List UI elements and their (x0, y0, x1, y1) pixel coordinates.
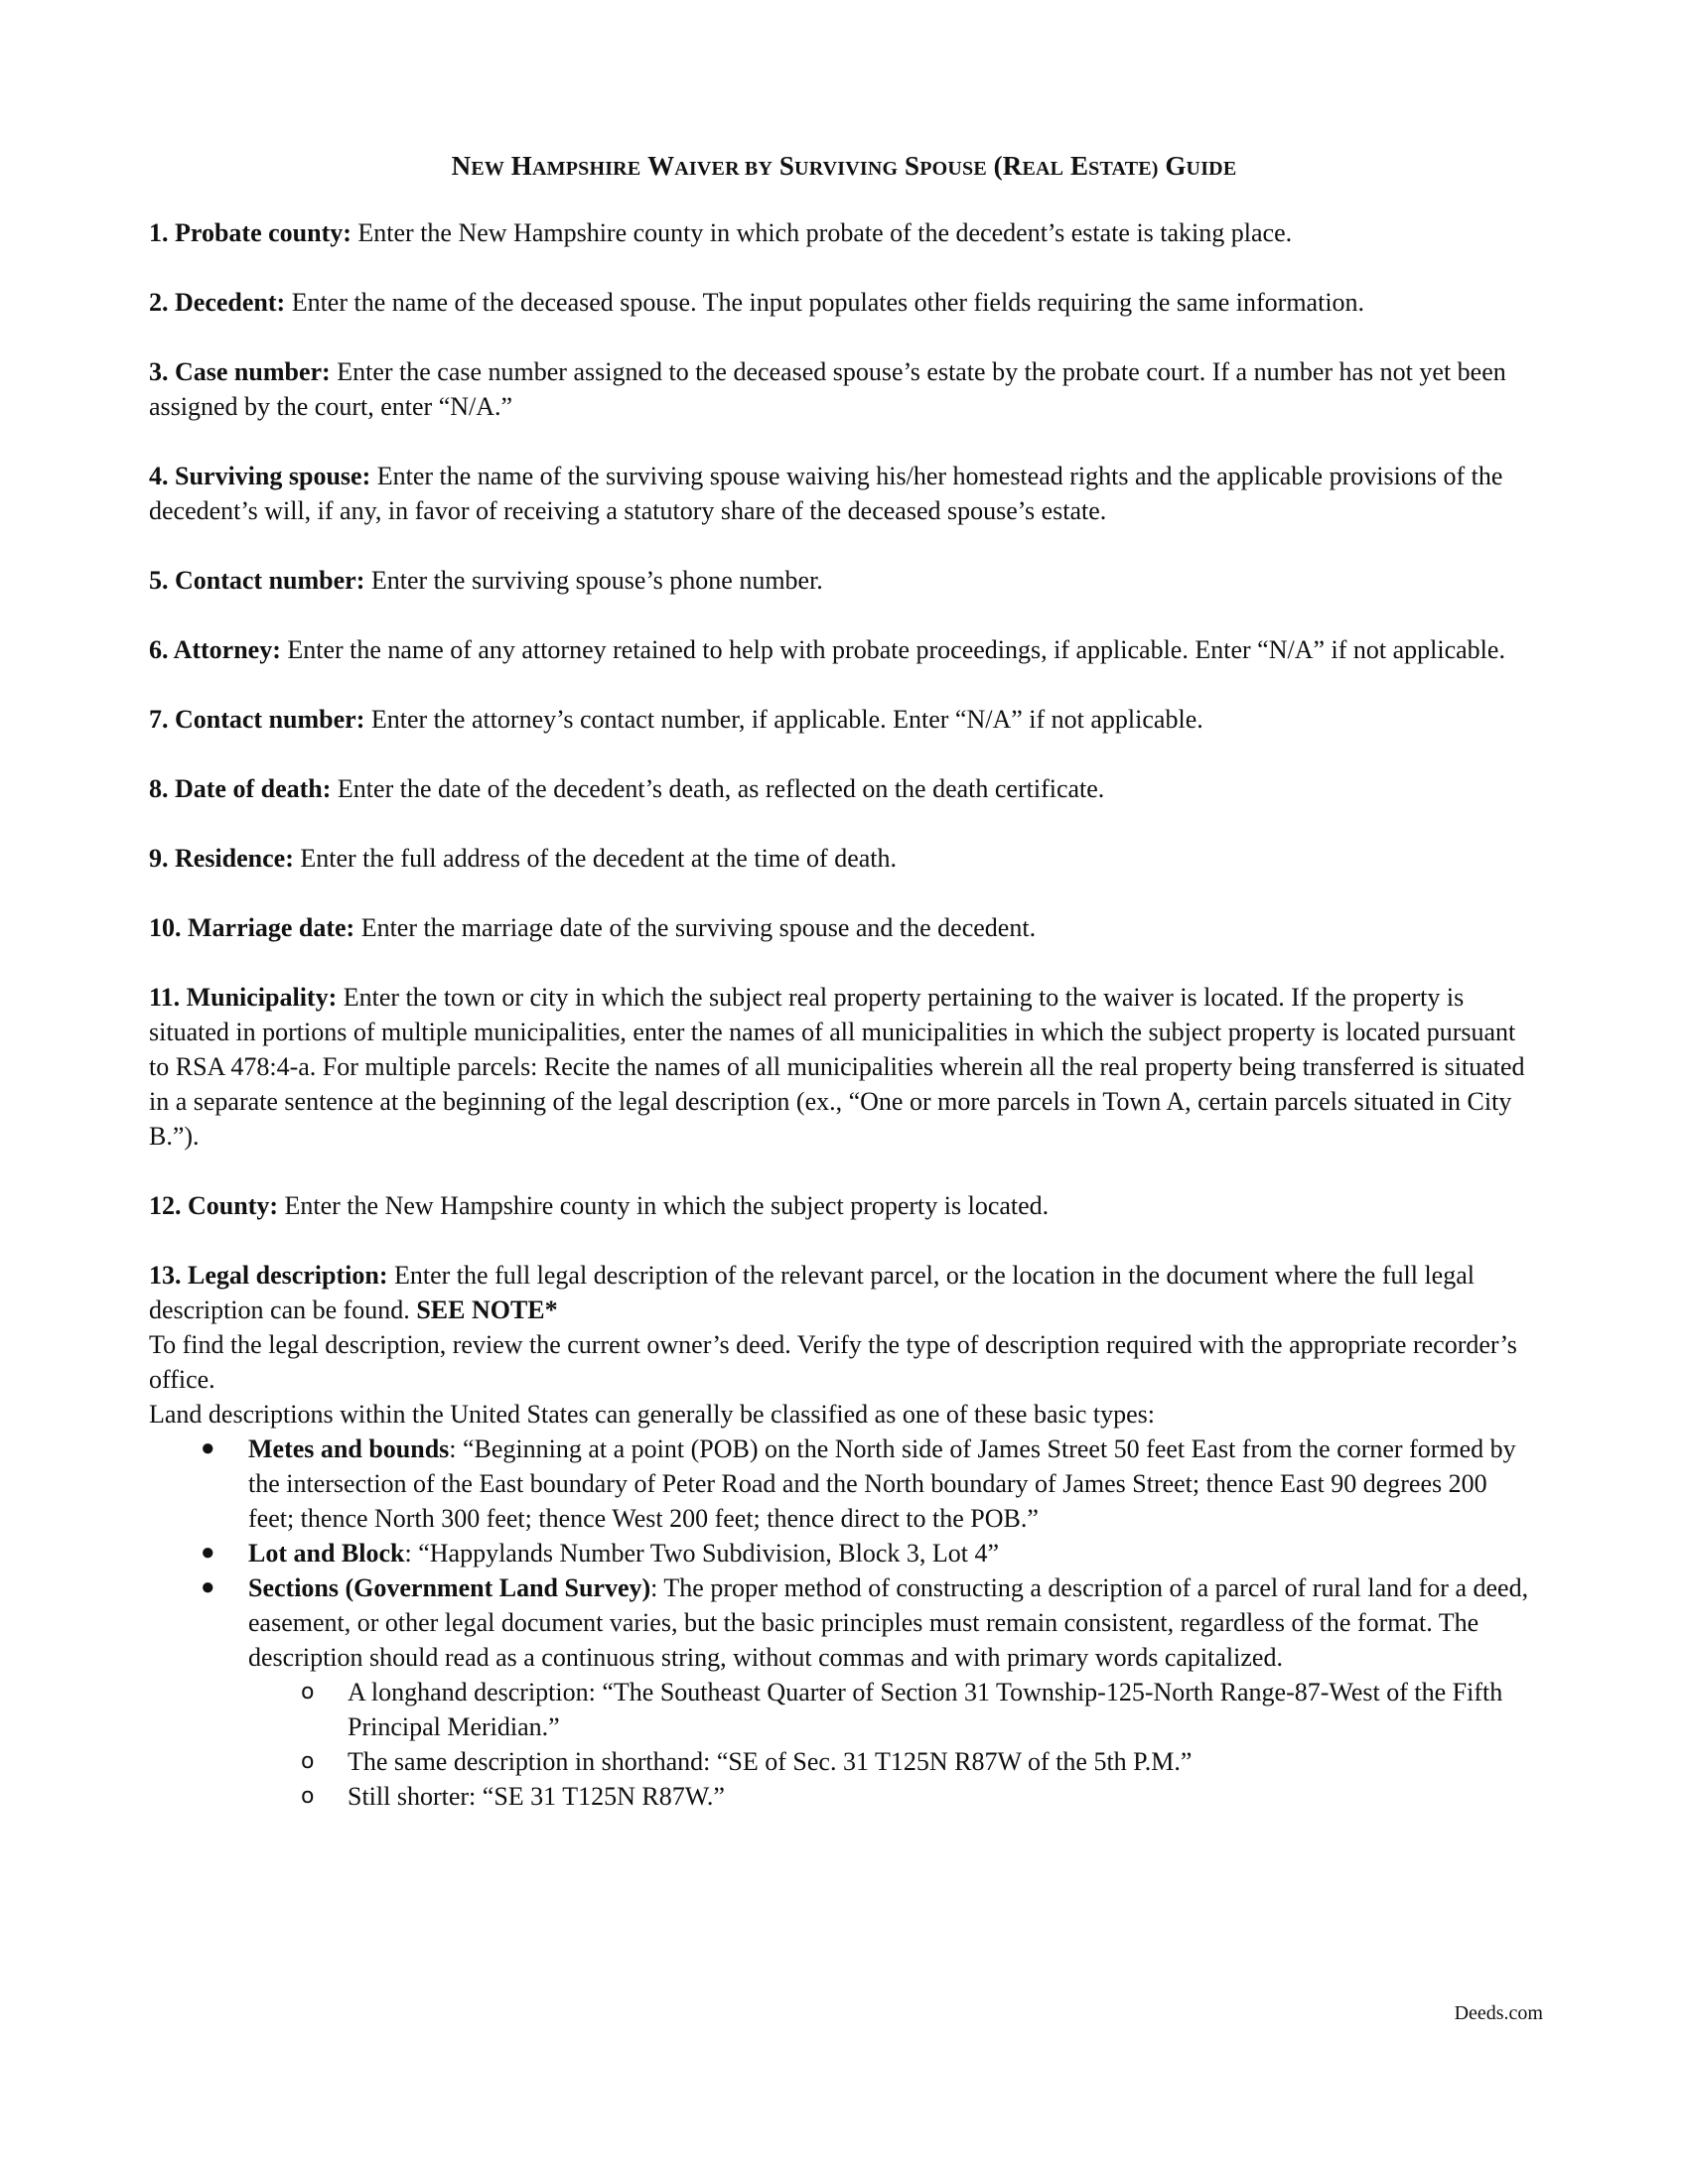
bullet-label: Sections (Government Land Survey) (248, 1573, 651, 1602)
title-word: NEW (451, 151, 505, 181)
item-label: 1. Probate county: (149, 218, 352, 247)
item-label: 11. Municipality: (149, 983, 338, 1012)
sub-bullet-text: Still shorter: “SE 31 T125N R87W.” (348, 1782, 725, 1811)
legal-description-para: To find the legal description, review the current owner’s deed. Verify the type of description required with the appropriate recorder’s office. (149, 1330, 1517, 1394)
item-label: 9. Residence: (149, 844, 294, 873)
footer-brand: Deeds.com (1454, 2002, 1543, 2024)
item-label: 5. Contact number: (149, 566, 365, 595)
item-text: Enter the New Hampshire county in which probate of the decedent’s estate is taking place. (351, 218, 1293, 247)
item-decedent (149, 285, 1539, 320)
item-marriage-date (149, 910, 1539, 945)
page-title (149, 149, 1539, 187)
document-page (149, 149, 1539, 1814)
item-text: Enter the surviving spouse’s phone number. (364, 566, 823, 595)
bullet-icon: ● (201, 1435, 215, 1461)
bullet-icon: ● (201, 1540, 215, 1566)
item-label: 12. County: (149, 1191, 279, 1220)
title-word: HAMPSHIRE (510, 151, 641, 181)
item-contact-number (149, 563, 1539, 598)
item-label: 2. Decedent: (149, 288, 286, 317)
item-text: Enter the full address of the decedent at the time of death. (293, 844, 898, 873)
legal-description-para: Land descriptions within the United States can generally be classified as one of these basic types: (149, 1400, 1155, 1429)
circle-bullet-icon: o (301, 1749, 315, 1774)
sections-examples-list (248, 1675, 1539, 1814)
list-item (149, 1570, 1539, 1814)
item-attorney-contact-number (149, 702, 1539, 737)
sub-bullet-text: The same description in shorthand: “SE of Sec. 31 T125N R87W of the 5th P.M.” (348, 1747, 1193, 1776)
item-label: 10. Marriage date: (149, 913, 355, 942)
circle-bullet-icon: o (301, 1680, 315, 1705)
list-item (149, 1536, 1539, 1570)
item-text: Enter the New Hampshire county in which the subject property is located. (278, 1191, 1050, 1220)
item-text: Enter the date of the decedent’s death, as reflected on the death certificate. (331, 774, 1105, 803)
bullet-text: : “Beginning at a point (POB) on the North side of James Street 50 feet East from the corner formed by the intersection of the East boundary of Peter Road and the North boundary of James Street; thence East 90 degrees 200 feet; thence North 300 feet; thence West 200 feet; thence direct to the POB.” (248, 1434, 1516, 1533)
item-text: Enter the name of any attorney retained to help with probate proceedings, if applicable. Enter “N/A” if not applicable. (280, 635, 1505, 664)
title-word: (REAL (993, 151, 1064, 181)
list-item (149, 1675, 1539, 1744)
title-word: WAIVER BY (647, 151, 774, 181)
description-types-list (149, 1432, 1539, 1814)
bullet-icon: ● (201, 1574, 215, 1600)
item-residence (149, 841, 1539, 876)
legal-description-intro (149, 1258, 1539, 1327)
item-date-of-death (149, 771, 1539, 806)
title-word: SURVIVING (778, 151, 899, 181)
item-label: 3. Case number: (149, 357, 331, 386)
sub-bullet-text: A longhand description: “The Southeast Quarter of Section 31 Township-125-North Range-87-West of the Fifth Principal Meridian.” (348, 1678, 1503, 1741)
title-word: ESTATE) (1069, 151, 1159, 181)
title-word: GUIDE (1165, 151, 1237, 181)
item-text: Enter the town or city in which the subject real property pertaining to the waiver is located. If the property is situated in portions of multiple municipalities, enter the names of all municipalities in which the subject property is located pursuant to RSA 478:4-a. For multiple parcels: Recite the names of all municipalities wherein all the real property being transferred is situated in a separate sentence at the beginning of the legal description (ex., “One or more parcels in Town A, certain parcels situated in City B.”). (149, 983, 1525, 1151)
list-item (149, 1744, 1539, 1779)
item-label: 7. Contact number: (149, 705, 365, 734)
item-surviving-spouse (149, 459, 1539, 528)
item-text: Enter the marriage date of the surviving spouse and the decedent. (354, 913, 1037, 942)
item-text: Enter the name of the deceased spouse. The input populates other fields requiring the same information. (285, 288, 1365, 317)
item-county (149, 1188, 1539, 1223)
item-case-number (149, 354, 1539, 424)
item-attorney (149, 632, 1539, 667)
item-label: 4. Surviving spouse: (149, 462, 371, 490)
see-note: SEE NOTE* (416, 1296, 558, 1324)
item-label: 6. Attorney: (149, 635, 281, 664)
list-item (149, 1432, 1539, 1536)
item-text: Enter the attorney’s contact number, if applicable. Enter “N/A” if not applicable. (364, 705, 1203, 734)
item-probate-county (149, 215, 1539, 250)
item-label: 8. Date of death: (149, 774, 332, 803)
item-text: Enter the case number assigned to the deceased spouse’s estate by the probate court. If a number has not yet been assigned by the court, enter “N/A.” (149, 357, 1506, 421)
list-item (149, 1779, 1539, 1814)
item-label: 13. Legal description: (149, 1261, 388, 1290)
bullet-label: Metes and bounds (248, 1434, 450, 1463)
item-text: Enter the full legal description of the relevant parcel, or the location in the document where the full legal description can be found. (149, 1261, 1475, 1324)
bullet-text: : The proper method of constructing a description of a parcel of rural land for a deed, easement, or other legal document varies, but the basic principles must remain consistent, regardless of the format. The description should read as a continuous string, without commas and with primary words capitalized. (248, 1573, 1529, 1672)
item-legal-description (149, 1258, 1539, 1814)
circle-bullet-icon: o (301, 1784, 315, 1809)
bullet-text: : “Happylands Number Two Subdivision, Block 3, Lot 4” (404, 1539, 1000, 1568)
item-text: Enter the name of the surviving spouse waiving his/her homestead rights and the applicable provisions of the decedent’s will, if any, in favor of receiving a statutory share of the deceased spouse’s estate. (149, 462, 1503, 525)
title-word: SPOUSE (905, 151, 987, 181)
item-municipality (149, 980, 1539, 1154)
bullet-label: Lot and Block (248, 1539, 405, 1568)
